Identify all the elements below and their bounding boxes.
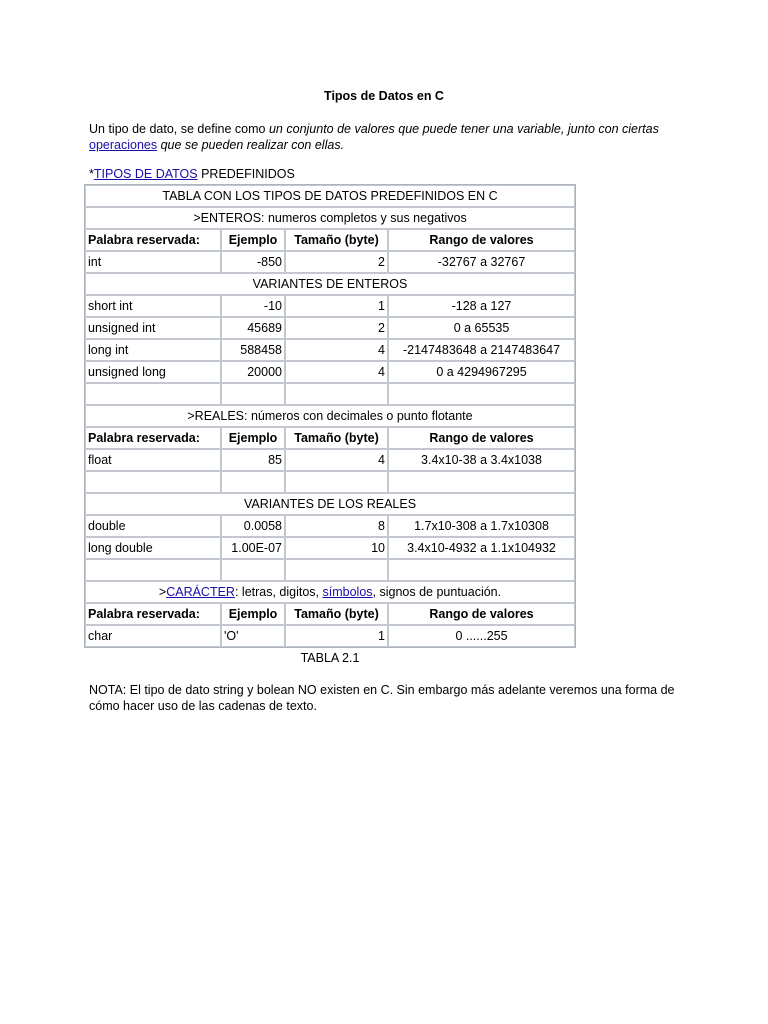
- section-prefix: *: [89, 167, 94, 181]
- table-row: [85, 251, 575, 273]
- caracter-heading-row: [85, 581, 575, 603]
- empty-cell: [388, 383, 575, 405]
- empty-row: [85, 471, 575, 493]
- header-example: Ejemplo: [221, 427, 285, 449]
- cell-range: 1.7x10-308 a 1.7x10308: [388, 515, 575, 537]
- cell-keyword: long double: [85, 537, 221, 559]
- cell-size: 2: [285, 251, 388, 273]
- cell-size: 1: [285, 625, 388, 647]
- cell-keyword: long int: [85, 339, 221, 361]
- cell-range: 3.4x10-38 a 3.4x1038: [388, 449, 575, 471]
- empty-cell: [285, 559, 388, 581]
- cell-example: 1.00E-07: [221, 537, 285, 559]
- cell-keyword: int: [85, 251, 221, 273]
- empty-cell: [285, 471, 388, 493]
- variantes-reales-row: [85, 493, 575, 515]
- variantes-enteros-heading: VARIANTES DE ENTEROS: [85, 273, 575, 295]
- cell-size: 8: [285, 515, 388, 537]
- table-row: [85, 625, 575, 647]
- table-title: TABLA CON LOS TIPOS DE DATOS PREDEFINIDOS EN C: [85, 185, 575, 207]
- intro-italic-text: un conjunto de valores que puede tener una variable, junto con ciertas: [268, 122, 659, 136]
- cell-keyword: unsigned int: [85, 317, 221, 339]
- header-keyword: Palabra reservada:: [85, 229, 221, 251]
- variantes-reales-heading: VARIANTES DE LOS REALES: [85, 493, 575, 515]
- cell-range: 0 a 4294967295: [388, 361, 575, 383]
- data-types-table: [84, 184, 576, 648]
- table-row: [85, 295, 575, 317]
- cell-range: 3.4x10-4932 a 1.1x104932: [388, 537, 575, 559]
- table-row: [85, 339, 575, 361]
- cell-size: 2: [285, 317, 388, 339]
- intro-text: Un tipo de dato, se define como: [89, 122, 269, 136]
- intro-italic-text-end: que se pueden realizar con ellas.: [157, 138, 345, 152]
- empty-cell: [285, 383, 388, 405]
- header-row: [85, 603, 575, 625]
- cell-size: 10: [285, 537, 388, 559]
- table-row: [85, 317, 575, 339]
- empty-cell: [85, 559, 221, 581]
- enteros-heading: >ENTEROS: numeros completos y sus negativos: [85, 207, 575, 229]
- header-row: [85, 427, 575, 449]
- cell-range: 0 a 65535: [388, 317, 575, 339]
- cell-keyword: float: [85, 449, 221, 471]
- cell-example: 0.0058: [221, 515, 285, 537]
- header-size: Tamaño (byte): [285, 229, 388, 251]
- cell-example: -10: [221, 295, 285, 317]
- caracter-prefix: >: [158, 585, 167, 599]
- tipos-de-datos-link[interactable]: TIPOS DE DATOS: [93, 167, 198, 181]
- cell-example: 'O': [221, 625, 285, 647]
- table-row: [85, 449, 575, 471]
- empty-row: [85, 559, 575, 581]
- reales-heading-row: [85, 405, 575, 427]
- cell-range: -2147483648 a 2147483647: [388, 339, 575, 361]
- caracter-suffix: , signos de puntuación.: [372, 585, 502, 599]
- table-row: [85, 537, 575, 559]
- cell-keyword: short int: [85, 295, 221, 317]
- empty-cell: [221, 383, 285, 405]
- empty-row: [85, 383, 575, 405]
- header-example: Ejemplo: [221, 603, 285, 625]
- table-title-row: [85, 185, 575, 207]
- cell-range: 0 ......255: [388, 625, 575, 647]
- cell-example: 20000: [221, 361, 285, 383]
- cell-keyword: char: [85, 625, 221, 647]
- header-range: Rango de valores: [388, 427, 575, 449]
- cell-size: 4: [285, 449, 388, 471]
- table-row: [85, 361, 575, 383]
- caracter-heading: [85, 581, 575, 603]
- cell-range: -128 a 127: [388, 295, 575, 317]
- caracter-link[interactable]: CARÁCTER: [166, 585, 235, 599]
- empty-cell: [85, 383, 221, 405]
- page-title: Tipos de Datos en C: [324, 89, 444, 103]
- empty-cell: [85, 471, 221, 493]
- empty-cell: [388, 559, 575, 581]
- header-keyword: Palabra reservada:: [85, 603, 221, 625]
- cell-example: 45689: [221, 317, 285, 339]
- simbolos-link[interactable]: símbolos: [322, 585, 373, 599]
- empty-cell: [221, 471, 285, 493]
- cell-example: 588458: [221, 339, 285, 361]
- reales-heading: >REALES: números con decimales o punto flotante: [85, 405, 575, 427]
- cell-size: 4: [285, 339, 388, 361]
- section-suffix: PREDEFINIDOS: [197, 167, 295, 181]
- enteros-heading-row: [85, 207, 575, 229]
- cell-size: 4: [285, 361, 388, 383]
- header-size: Tamaño (byte): [285, 427, 388, 449]
- header-example: Ejemplo: [221, 229, 285, 251]
- variantes-enteros-row: [85, 273, 575, 295]
- cell-range: -32767 a 32767: [388, 251, 575, 273]
- intro-paragraph: [89, 121, 689, 153]
- section-heading: [89, 167, 295, 181]
- table-caption: TABLA 2.1: [300, 651, 360, 665]
- cell-example: 85: [221, 449, 285, 471]
- cell-size: 1: [285, 295, 388, 317]
- header-range: Rango de valores: [388, 229, 575, 251]
- table-row: [85, 515, 575, 537]
- header-range: Rango de valores: [388, 603, 575, 625]
- header-row: [85, 229, 575, 251]
- cell-example: -850: [221, 251, 285, 273]
- header-size: Tamaño (byte): [285, 603, 388, 625]
- note-paragraph: NOTA: El tipo de dato string y bolean NO existen en C. Sin embargo más adelante veremos una forma de cómo hacer uso de las cadenas de texto.: [89, 683, 675, 713]
- empty-cell: [388, 471, 575, 493]
- header-keyword: Palabra reservada:: [85, 427, 221, 449]
- cell-keyword: unsigned long: [85, 361, 221, 383]
- operaciones-link[interactable]: operaciones: [89, 138, 158, 152]
- cell-keyword: double: [85, 515, 221, 537]
- empty-cell: [221, 559, 285, 581]
- caracter-middle: : letras, digitos,: [234, 585, 323, 599]
